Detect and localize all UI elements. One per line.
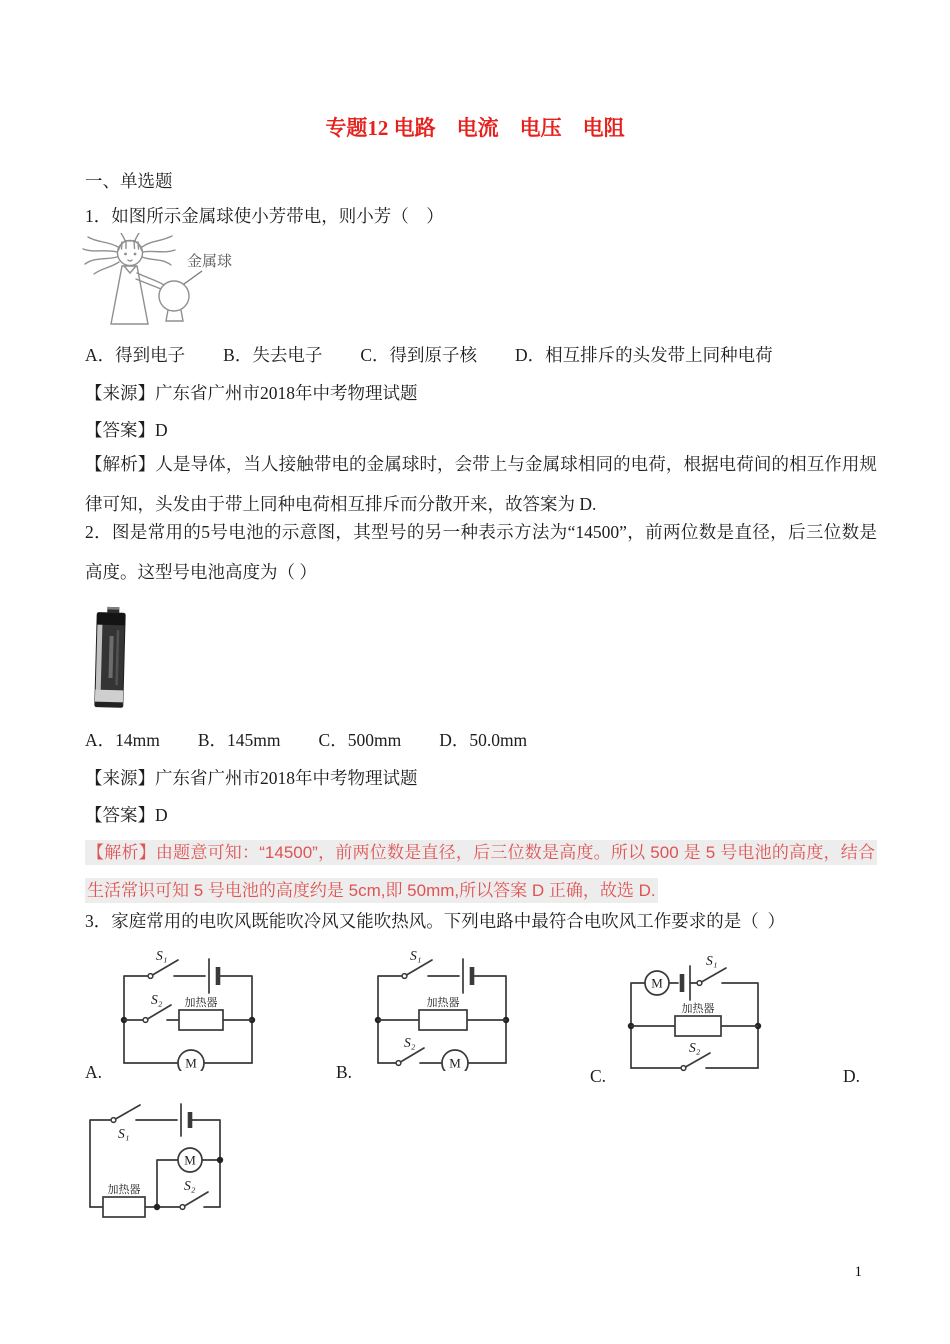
heater-label: 加热器 — [107, 1184, 141, 1196]
battery-photo — [95, 607, 126, 708]
q2-option-b: B．145mm — [197, 730, 281, 750]
q1-options — [85, 342, 773, 367]
section-heading: 一、单选题 — [85, 171, 173, 191]
q1-option-b: B．失去电子 — [223, 345, 323, 365]
girl-sketch — [83, 233, 175, 324]
metal-ball-label: 金属球 — [187, 254, 233, 270]
s2-label: S₂ — [689, 1040, 701, 1055]
q2-answer: 【答案】D — [85, 805, 168, 825]
circuit-b-figure — [366, 946, 516, 1071]
circuit-a-figure — [112, 946, 262, 1071]
heater-label: 加热器 — [184, 997, 218, 1009]
s1-label: S₁ — [118, 1126, 130, 1141]
q2-option-c: C．500mm — [318, 730, 402, 750]
q1-figure-girl-and-metal-ball — [80, 233, 260, 337]
s1-label: S₁ — [706, 953, 718, 968]
s1-label: S₁ — [156, 948, 168, 963]
q1-analysis: 【解析】人是导体，当人接触带电的金属球时，会带上与金属球相同的电荷，根据电荷间的相互作用规律可知，头发由于带上同种电荷相互排斥而分散开来，故答案为 D. — [85, 454, 877, 514]
q1-source: 【来源】广东省广州市2018年中考物理试题 — [85, 383, 418, 403]
heater-icon — [675, 1016, 721, 1036]
s2-label: S₂ — [184, 1178, 196, 1193]
q3-stem: 3．家庭常用的电吹风既能吹冷风又能吹热风。下列电路中最符合电吹风工作要求的是（ ） — [85, 911, 785, 931]
q2-option-d: D．50.0mm — [439, 730, 528, 750]
q1-stem: 1．如图所示金属球使小芳带电，则小芳（ ） — [85, 206, 444, 226]
circuit-d-letter: D. — [843, 1066, 861, 1086]
q2-option-a: A．14mm — [85, 730, 160, 750]
heater-icon — [419, 1010, 467, 1030]
circuit-c-figure — [618, 950, 768, 1075]
circuit-b-letter: B. — [336, 1062, 353, 1082]
motor-label: M — [184, 1152, 196, 1168]
q1-option-c: C．得到原子核 — [360, 345, 478, 365]
q2-source: 【来源】广东省广州市2018年中考物理试题 — [85, 768, 418, 788]
s1-label: S₁ — [410, 948, 422, 963]
circuit-c-letter: C. — [590, 1066, 607, 1086]
q2-analysis — [85, 834, 877, 910]
page-number: 1 — [854, 1264, 862, 1280]
heater-icon — [103, 1197, 145, 1217]
q1-answer: 【答案】D — [85, 420, 168, 440]
q2-figure-battery — [85, 600, 137, 720]
motor-label: M — [449, 1055, 461, 1071]
circuit-d-figure — [80, 1098, 230, 1223]
q1-option-d: D．相互排斥的头发带上同种电荷 — [515, 345, 773, 365]
motor-label: M — [651, 975, 663, 991]
q1-option-a: A．得到电子 — [85, 345, 186, 365]
q2-options — [85, 727, 527, 752]
q2-analysis-text: 【解析】由题意可知：“14500”，前两位数是直径，后三位数是高度。所以 500 是 5 号电池的高度，结合生活常识可知 5 号电池的高度约是 5cm,即 50mm,所以答案 D 正确，故选 D. — [85, 840, 877, 903]
heater-label: 加热器 — [681, 1003, 715, 1015]
q2-stem: 2．图是常用的5号电池的示意图，其型号的另一种表示方法为“14500”，前两位数是直径，后三位数是高度。这型号电池高度为（ ） — [85, 522, 877, 582]
s2-label: S₂ — [404, 1035, 416, 1050]
heater-icon — [179, 1010, 223, 1030]
s2-label: S₂ — [151, 992, 163, 1007]
heater-label: 加热器 — [426, 997, 460, 1009]
circuit-a-letter: A. — [85, 1062, 103, 1082]
metal-ball-pointer-line — [184, 271, 202, 284]
page-title: 专题12 电路 电流 电压 电阻 — [325, 116, 625, 140]
motor-label: M — [185, 1055, 197, 1071]
metal-ball-sketch — [159, 281, 189, 321]
